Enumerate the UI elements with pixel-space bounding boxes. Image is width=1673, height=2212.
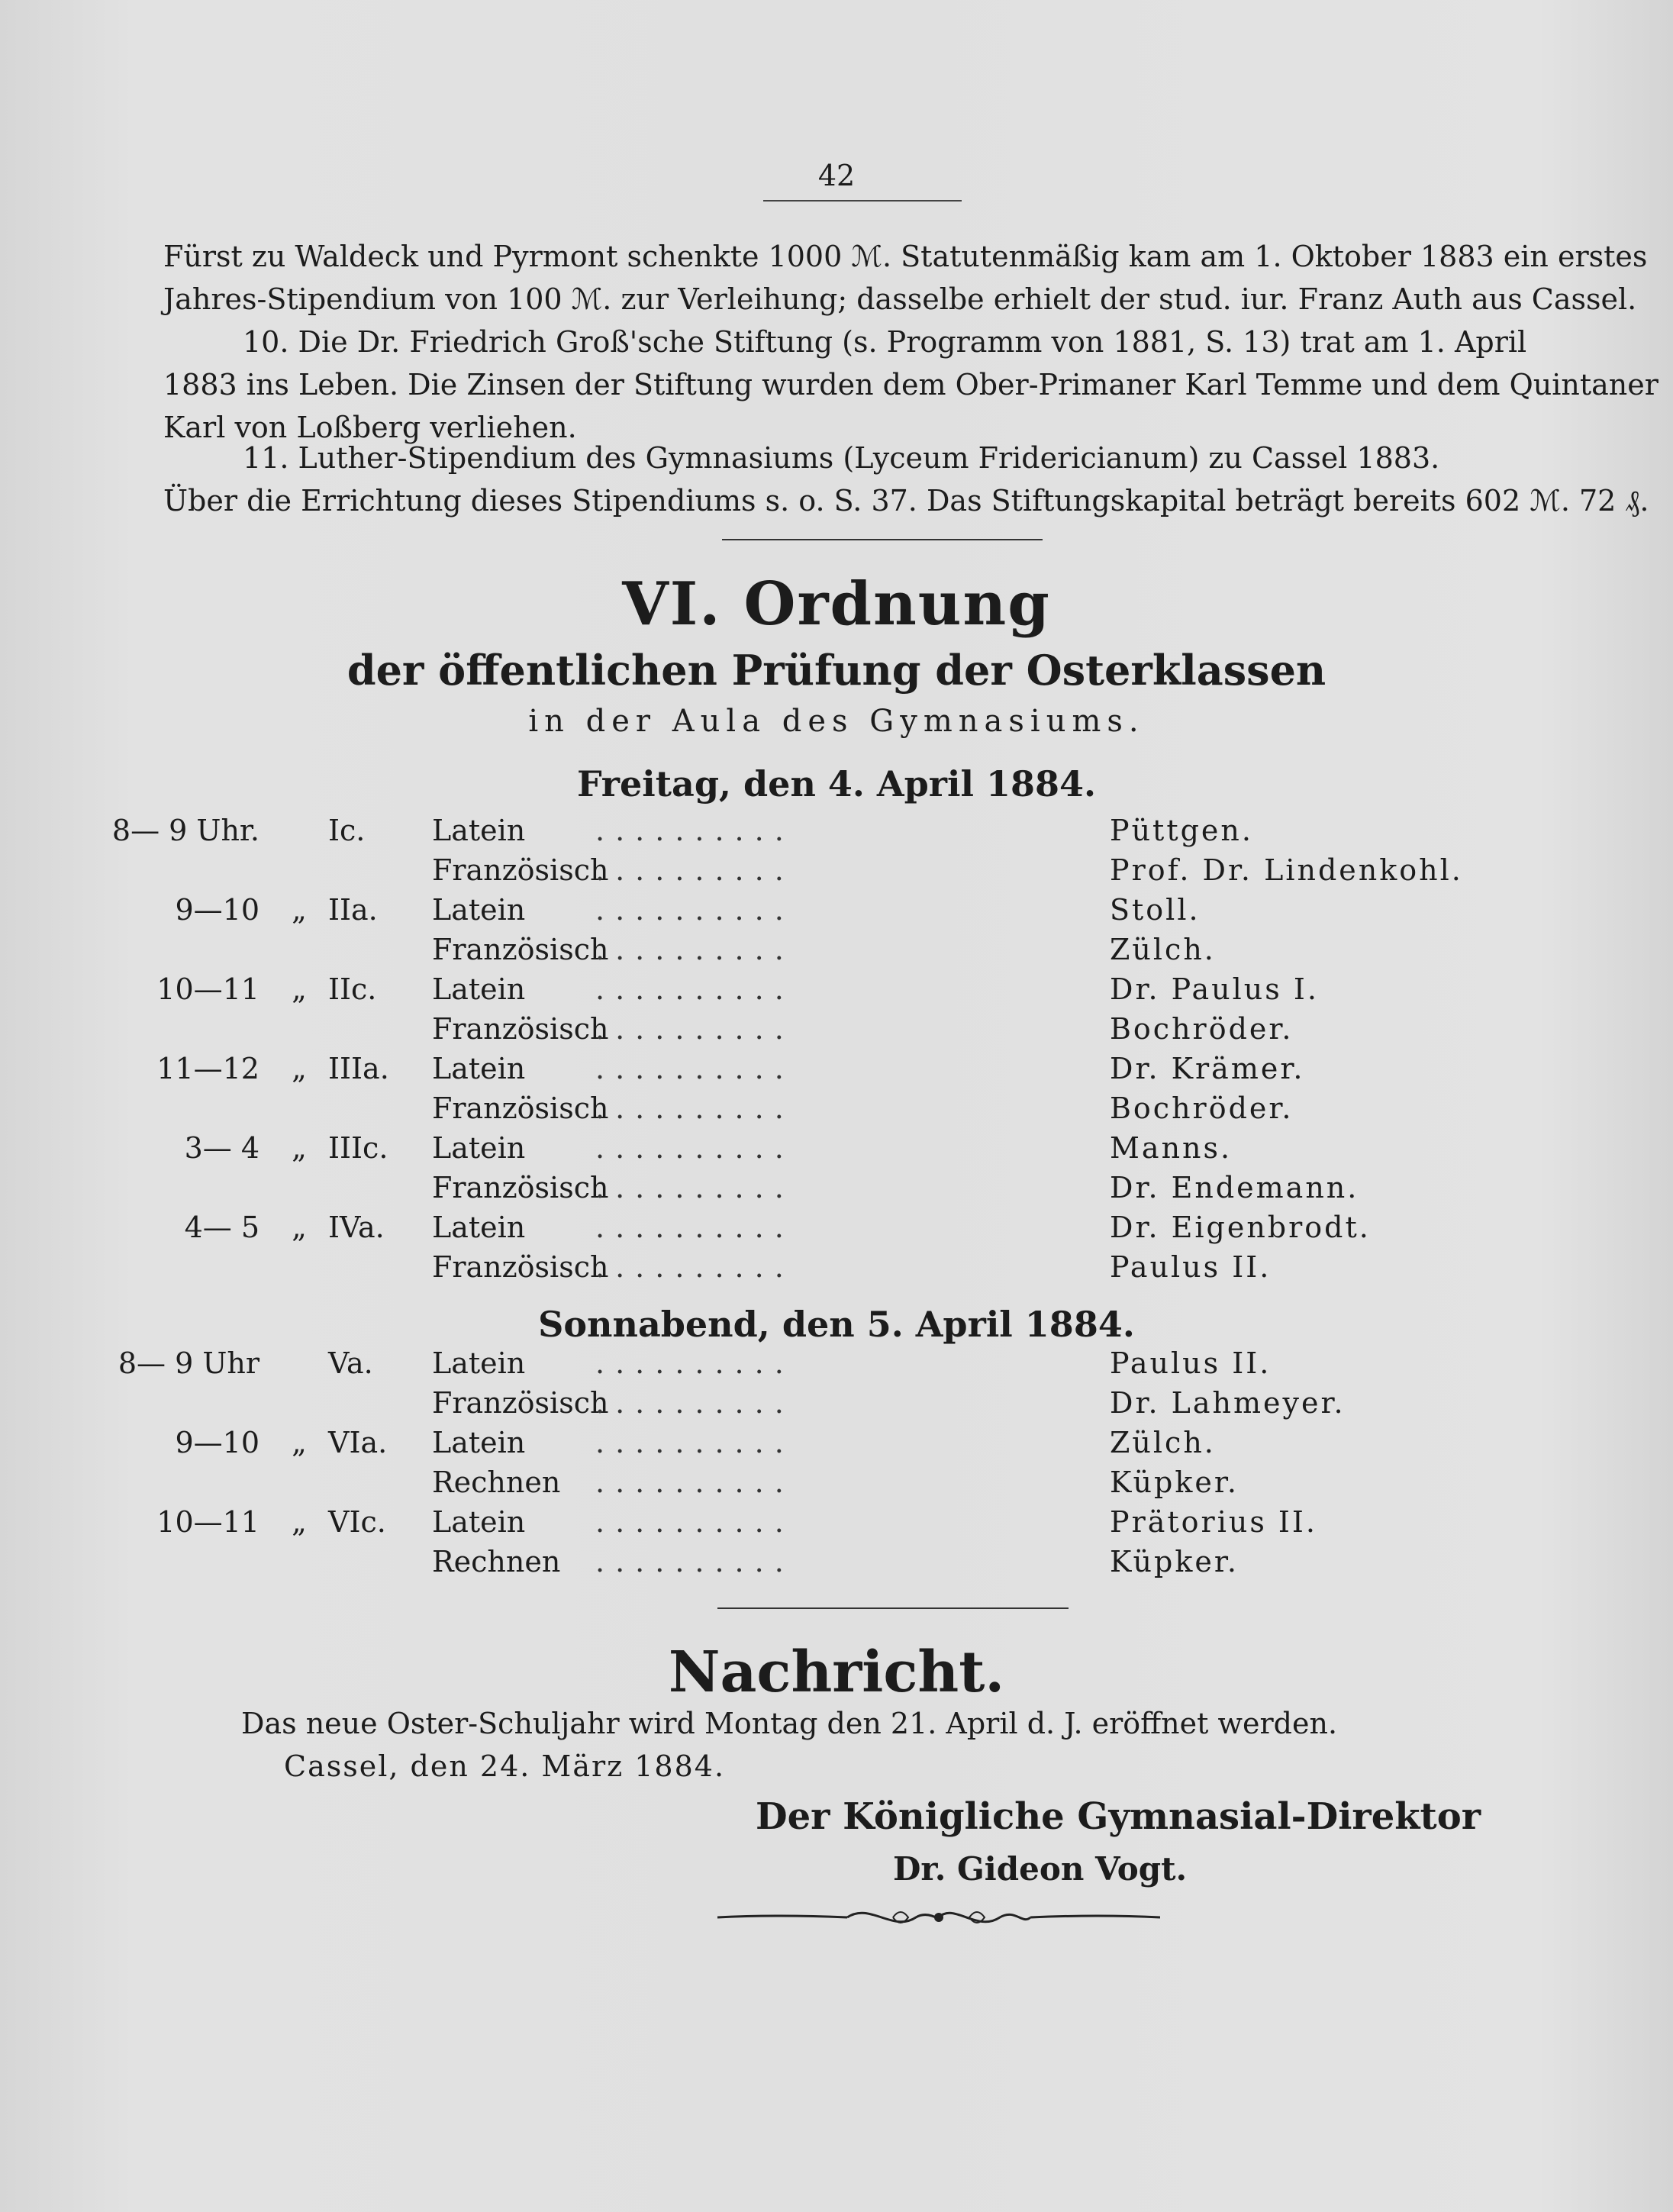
schedule-row	[0, 1128, 1673, 1168]
subject-name: Latein	[432, 1346, 526, 1380]
subject-name: Französisch	[432, 1091, 609, 1125]
teacher-name: Dr. Lahmeyer.	[1110, 1386, 1346, 1420]
notice-divider	[717, 1607, 1069, 1609]
dot-leader: ..........	[595, 893, 795, 927]
schedule-row	[0, 930, 1673, 969]
signature-name: Dr. Gideon Vogt.	[893, 1850, 1188, 1888]
teacher-name: Dr. Krämer.	[1110, 1052, 1305, 1085]
schedule-row	[0, 1462, 1673, 1502]
subject-name: Latein	[432, 1505, 526, 1539]
exam-time: 11—12	[156, 1052, 259, 1085]
text-line: Fürst zu Waldeck und Pyrmont schenkte 1000 ℳ. Statutenmäßig kam am 1. Oktober 1883 ein erstes	[163, 240, 1648, 273]
ornament-flourish	[717, 1894, 1160, 1940]
dot-leader: ..........	[595, 1171, 795, 1204]
day-heading-saturday: Sonnabend, den 5. April 1884.	[538, 1304, 1135, 1345]
class-name: VIa.	[328, 1426, 388, 1459]
exam-time: 9—10	[175, 1426, 259, 1459]
subject-name: Französisch	[432, 1171, 609, 1204]
schedule-row	[0, 969, 1673, 1009]
schedule-row	[0, 890, 1673, 930]
subject-name: Latein	[432, 1131, 526, 1165]
subject-name: Französisch	[432, 853, 609, 887]
ditto-mark: „	[292, 1131, 307, 1165]
subject-name: Latein	[432, 814, 526, 847]
teacher-name: Püttgen.	[1110, 814, 1253, 847]
subject-name: Rechnen	[432, 1466, 561, 1499]
ditto-mark: „	[292, 893, 307, 927]
section-divider	[722, 539, 1043, 540]
teacher-name: Paulus II.	[1110, 1250, 1272, 1284]
subject-name: Latein	[432, 1052, 526, 1085]
schedule-row	[0, 1423, 1673, 1462]
teacher-name: Bochröder.	[1110, 1091, 1294, 1125]
schedule-row	[0, 1009, 1673, 1049]
schedule-row	[0, 811, 1673, 850]
dot-leader: ..........	[595, 972, 795, 1006]
exam-time: 3— 4	[184, 1131, 259, 1165]
signature-title: Der Königliche Gymnasial-Direktor	[756, 1795, 1481, 1838]
dot-leader: ..........	[595, 933, 795, 966]
teacher-name: Dr. Endemann.	[1110, 1171, 1359, 1204]
dot-leader: ..........	[595, 1386, 795, 1420]
schedule-row	[0, 1049, 1673, 1088]
text-line: 11. Luther-Stipendium des Gymnasiums (Lyceum Fridericianum) zu Cassel 1883.	[243, 441, 1440, 475]
day-heading-friday: Freitag, den 4. April 1884.	[576, 763, 1097, 805]
teacher-name: Bochröder.	[1110, 1012, 1294, 1046]
dot-leader: ..........	[595, 1211, 795, 1244]
schedule-row	[0, 1088, 1673, 1128]
dot-leader: ..........	[595, 853, 795, 887]
class-name: IIIa.	[328, 1052, 389, 1085]
section-subtitle: der öffentlichen Prüfung der Osterklassen	[347, 646, 1326, 695]
exam-time: 9—10	[175, 893, 259, 927]
teacher-name: Stoll.	[1110, 893, 1201, 927]
subject-name: Französisch	[432, 933, 609, 966]
section-title: VI. Ordnung	[622, 569, 1051, 639]
subject-name: Latein	[432, 893, 526, 927]
teacher-name: Dr. Eigenbrodt.	[1110, 1211, 1371, 1244]
ditto-mark: „	[292, 1426, 307, 1459]
subject-name: Latein	[432, 1426, 526, 1459]
dot-leader: ..........	[595, 1466, 795, 1499]
schedule-row	[0, 1343, 1673, 1383]
schedule-row	[0, 1208, 1673, 1247]
class-name: Ic.	[328, 814, 366, 847]
notice-text: Das neue Oster-Schuljahr wird Montag den 21. April d. J. eröffnet werden.	[241, 1707, 1338, 1740]
schedule-row	[0, 850, 1673, 890]
dot-leader: ..........	[595, 1012, 795, 1046]
dot-leader: ..........	[595, 1131, 795, 1165]
exam-time: 10—11	[156, 972, 259, 1006]
teacher-name: Prof. Dr. Lindenkohl.	[1110, 853, 1463, 887]
paragraph-gross-foundation	[163, 321, 1658, 449]
exam-time: 4— 5	[184, 1211, 259, 1244]
notice-place-date: Cassel, den 24. März 1884.	[284, 1749, 726, 1783]
teacher-name: Manns.	[1110, 1131, 1233, 1165]
dot-leader: ..........	[595, 1091, 795, 1125]
schedule-row	[0, 1247, 1673, 1287]
teacher-name: Dr. Paulus I.	[1110, 972, 1319, 1006]
dot-leader: ..........	[595, 1346, 795, 1380]
ditto-mark: „	[292, 1211, 307, 1244]
exam-time: 8— 9 Uhr.	[111, 814, 259, 847]
class-name: IVa.	[328, 1211, 385, 1244]
teacher-name: Zülch.	[1110, 1426, 1216, 1459]
ditto-mark: „	[292, 1505, 307, 1539]
page-number: 42	[817, 159, 856, 192]
dot-leader: ..........	[595, 1505, 795, 1539]
schedule-row	[0, 1502, 1673, 1542]
dot-leader: ..........	[595, 1426, 795, 1459]
page-number-underline	[763, 200, 962, 205]
subject-name: Französisch	[432, 1386, 609, 1420]
class-name: IIIc.	[328, 1131, 388, 1165]
dot-leader: ..........	[595, 1545, 795, 1578]
ditto-mark: „	[292, 1052, 307, 1085]
ditto-mark: „	[292, 972, 307, 1006]
subject-name: Französisch	[432, 1250, 609, 1284]
section-location: in der Aula des Gymnasiums.	[528, 704, 1145, 739]
teacher-name: Paulus II.	[1110, 1346, 1272, 1380]
schedule-row	[0, 1168, 1673, 1208]
teacher-name: Küpker.	[1110, 1466, 1239, 1499]
subject-name: Französisch	[432, 1012, 609, 1046]
dot-leader: ..........	[595, 1052, 795, 1085]
text-line: Jahres-Stipendium von 100 ℳ. zur Verleihung; dasselbe erhielt der stud. iur. Franz Auth aus Cassel.	[163, 282, 1637, 316]
text-line: 1883 ins Leben. Die Zinsen der Stiftung wurden dem Ober-Primaner Karl Temme und dem Quintaner	[163, 368, 1658, 401]
teacher-name: Küpker.	[1110, 1545, 1239, 1578]
notice-title: Nachricht.	[668, 1640, 1005, 1705]
teacher-name: Zülch.	[1110, 933, 1216, 966]
text-line: Über die Errichtung dieses Stipendiums s. o. S. 37. Das Stiftungskapital beträgt bereits 602 ℳ. 72 ₰.	[163, 484, 1649, 518]
schedule-row	[0, 1542, 1673, 1582]
subject-name: Rechnen	[432, 1545, 561, 1578]
paragraph-stipend-waldeck	[163, 235, 1648, 321]
subject-name: Latein	[432, 972, 526, 1006]
dot-leader: ..........	[595, 814, 795, 847]
text-line: Karl von Loßberg verliehen.	[163, 411, 577, 444]
exam-time: 10—11	[156, 1505, 259, 1539]
exam-time: 8— 9 Uhr	[118, 1346, 259, 1380]
class-name: Va.	[328, 1346, 373, 1380]
text-line: 10. Die Dr. Friedrich Groß'sche Stiftung (s. Programm von 1881, S. 13) trat am 1. April	[243, 325, 1527, 359]
schedule-row	[0, 1383, 1673, 1423]
dot-leader: ..........	[595, 1250, 795, 1284]
class-name: IIc.	[328, 972, 377, 1006]
paragraph-luther-stipend	[163, 437, 1649, 522]
teacher-name: Prätorius II.	[1110, 1505, 1318, 1539]
subject-name: Latein	[432, 1211, 526, 1244]
class-name: IIa.	[328, 893, 378, 927]
class-name: VIc.	[328, 1505, 386, 1539]
